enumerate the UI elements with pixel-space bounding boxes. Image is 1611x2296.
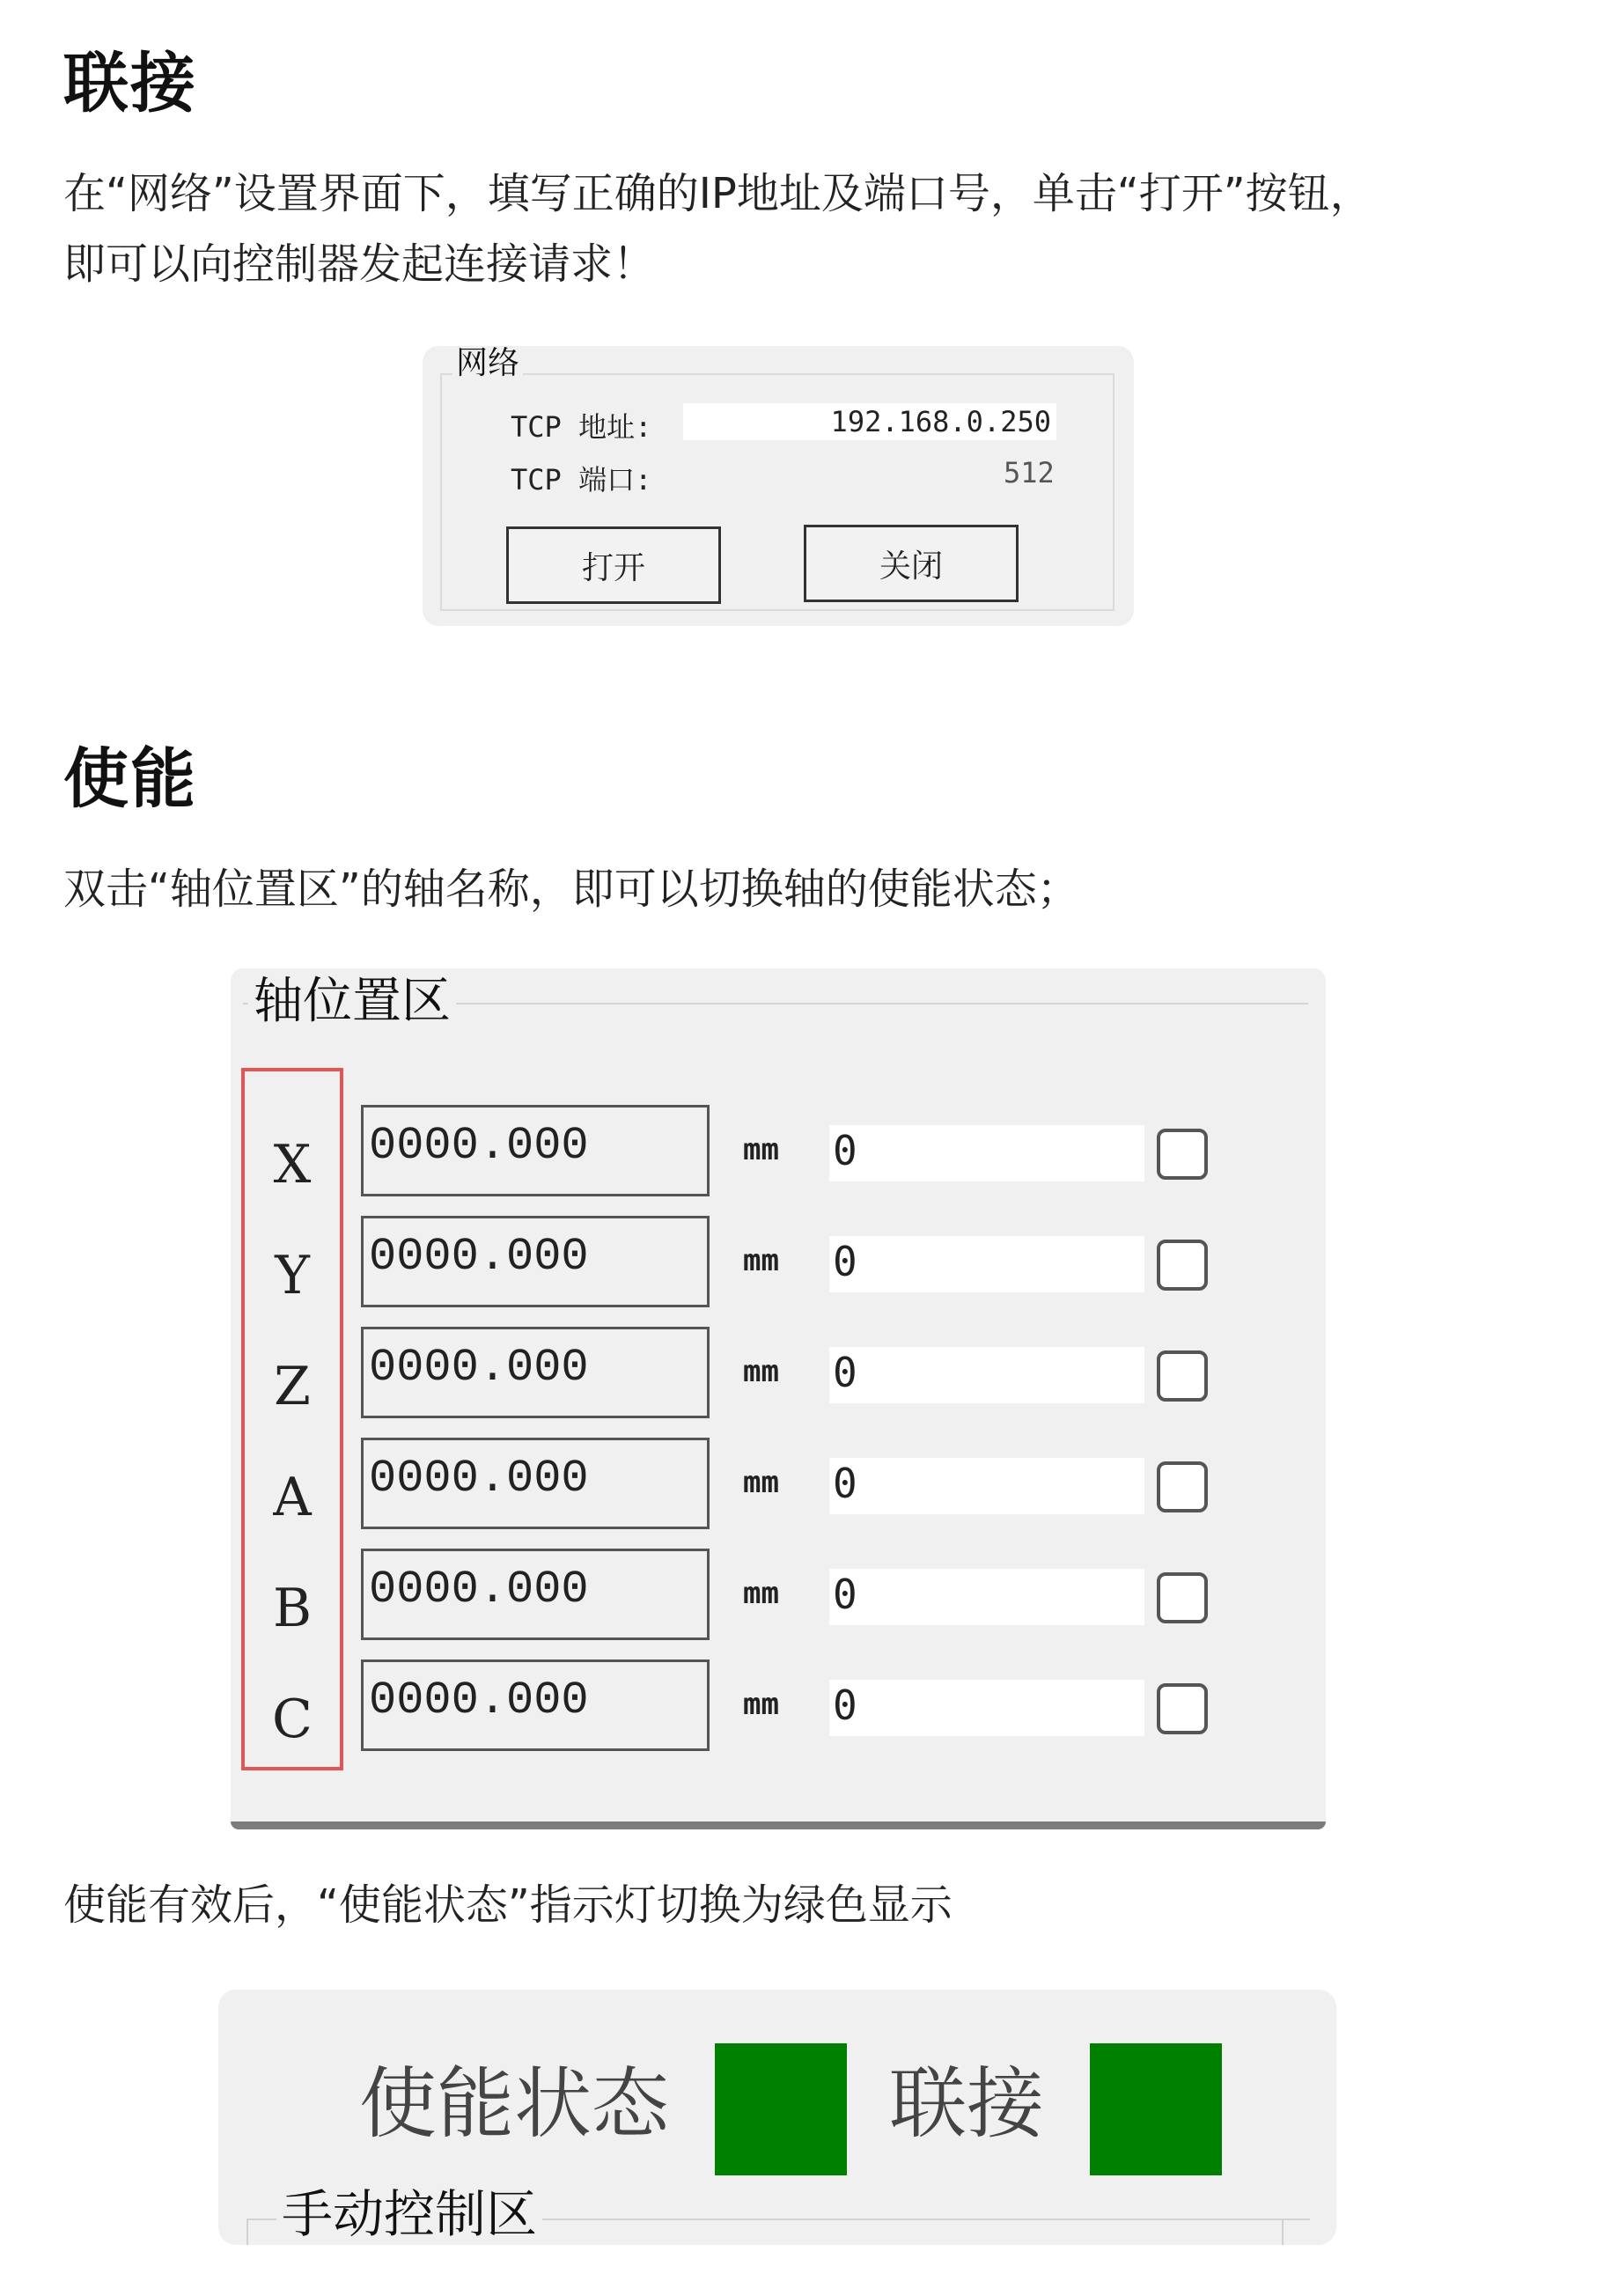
tcp-port-label: TCP 端口: (511, 463, 652, 497)
network-group-title: 网络 (452, 346, 523, 381)
axis-checkbox-b[interactable] (1157, 1572, 1208, 1623)
axis-unit-c: mm (743, 1687, 779, 1722)
axis-panel-bottom-edge (231, 1821, 1326, 1829)
axis-name-a[interactable]: A (273, 1467, 312, 1528)
tcp-port-input[interactable]: 512 (1004, 456, 1055, 489)
axis-value-input-c[interactable]: 0 (829, 1680, 1144, 1736)
axis-checkbox-a[interactable] (1157, 1461, 1208, 1512)
connect-status-label: 联接 (889, 2058, 1045, 2149)
axis-name-x[interactable]: X (273, 1134, 312, 1196)
status-indicator-screenshot (218, 1990, 1336, 2245)
axis-unit-a: mm (743, 1465, 779, 1500)
enable-status-indicator (715, 2043, 847, 2175)
enable-status-label: 使能状态 (359, 2058, 670, 2149)
axis-unit-z: mm (743, 1354, 779, 1389)
open-button[interactable]: 打开 (506, 526, 721, 604)
axis-checkbox-z[interactable] (1157, 1350, 1208, 1402)
axis-unit-b: mm (743, 1576, 779, 1611)
axis-position-a: 0000.000 (361, 1438, 710, 1529)
axis-name-y[interactable]: Y (275, 1245, 310, 1306)
axis-value-input-b[interactable]: 0 (829, 1569, 1144, 1625)
axis-value-input-y[interactable]: 0 (829, 1236, 1144, 1292)
axis-position-b: 0000.000 (361, 1549, 710, 1640)
axis-position-c: 0000.000 (361, 1659, 710, 1751)
axis-checkbox-c[interactable] (1157, 1683, 1208, 1734)
axis-name-c[interactable]: C (272, 1689, 313, 1750)
axis-group-title: 轴位置区 (248, 974, 456, 1030)
axis-position-z: 0000.000 (361, 1327, 710, 1418)
enable-instruction: 双击“轴位置区”的轴名称，即可以切换轴的使能状态； (63, 865, 1079, 914)
axis-value-input-x[interactable]: 0 (829, 1125, 1144, 1181)
axis-name-b[interactable]: B (272, 1578, 313, 1639)
connect-status-indicator (1090, 2043, 1222, 2175)
section-heading-enable: 使能 (63, 741, 197, 817)
enable-result-text: 使能有效后，“使能状态”指示灯切换为绿色显示 (63, 1880, 953, 1930)
close-button[interactable]: 关闭 (804, 525, 1019, 602)
connect-instruction-line1: 在“网络”设置界面下，填写正确的IP地址及端口号，单击“打开”按钮， (63, 169, 1372, 218)
axis-unit-x: mm (743, 1132, 779, 1167)
axis-name-z[interactable]: Z (274, 1356, 311, 1417)
axis-position-y: 0000.000 (361, 1216, 710, 1307)
tcp-address-input[interactable] (683, 403, 1056, 440)
tcp-address-label: TCP 地址: (511, 410, 652, 444)
axis-unit-y: mm (743, 1243, 779, 1278)
axis-value-input-z[interactable]: 0 (829, 1347, 1144, 1403)
manual-group-title: 手动控制区 (276, 2185, 542, 2243)
manual-group-border-left (246, 2219, 248, 2245)
section-heading-connect: 联接 (63, 46, 197, 121)
connect-instruction-line2: 即可以向控制器发起连接请求！ (63, 239, 656, 289)
axis-value-input-a[interactable]: 0 (829, 1458, 1144, 1514)
tcp-address-value: 192.168.0.250 (830, 405, 1051, 438)
network-settings-screenshot (423, 346, 1134, 626)
axis-position-x: 0000.000 (361, 1105, 710, 1196)
manual-group-border-right (1282, 2219, 1284, 2245)
axis-position-screenshot (231, 968, 1326, 1829)
axis-checkbox-y[interactable] (1157, 1240, 1208, 1291)
axis-checkbox-x[interactable] (1157, 1129, 1208, 1180)
